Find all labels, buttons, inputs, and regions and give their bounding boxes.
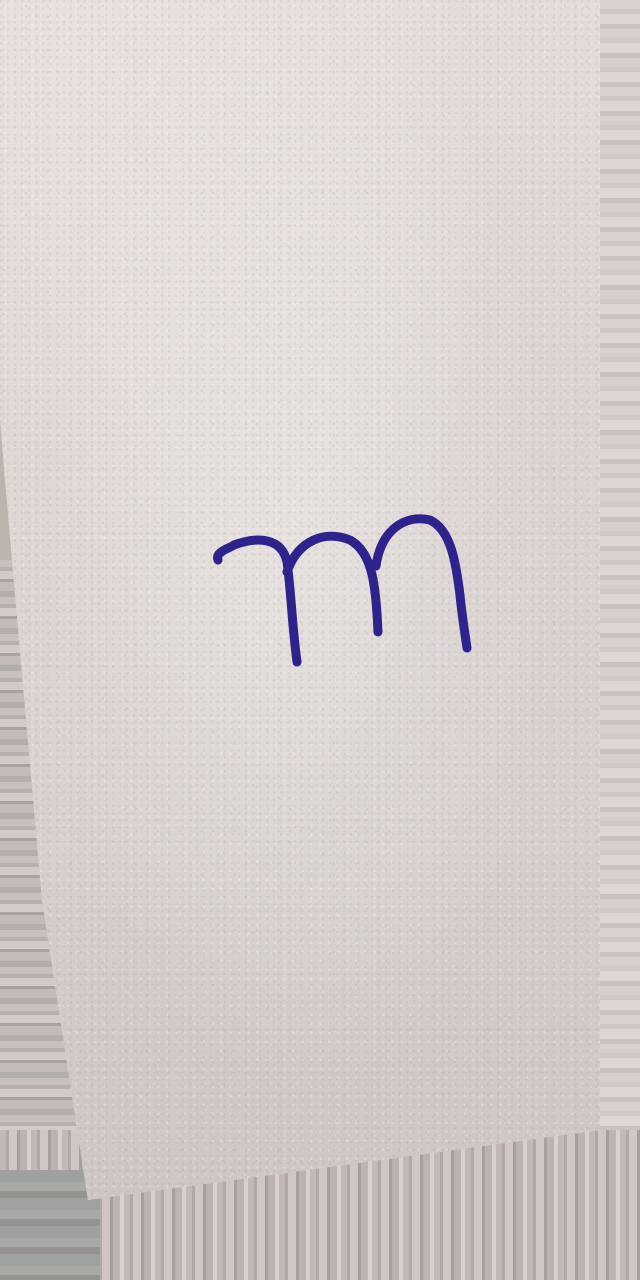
handwritten-letter-m: [218, 519, 467, 662]
